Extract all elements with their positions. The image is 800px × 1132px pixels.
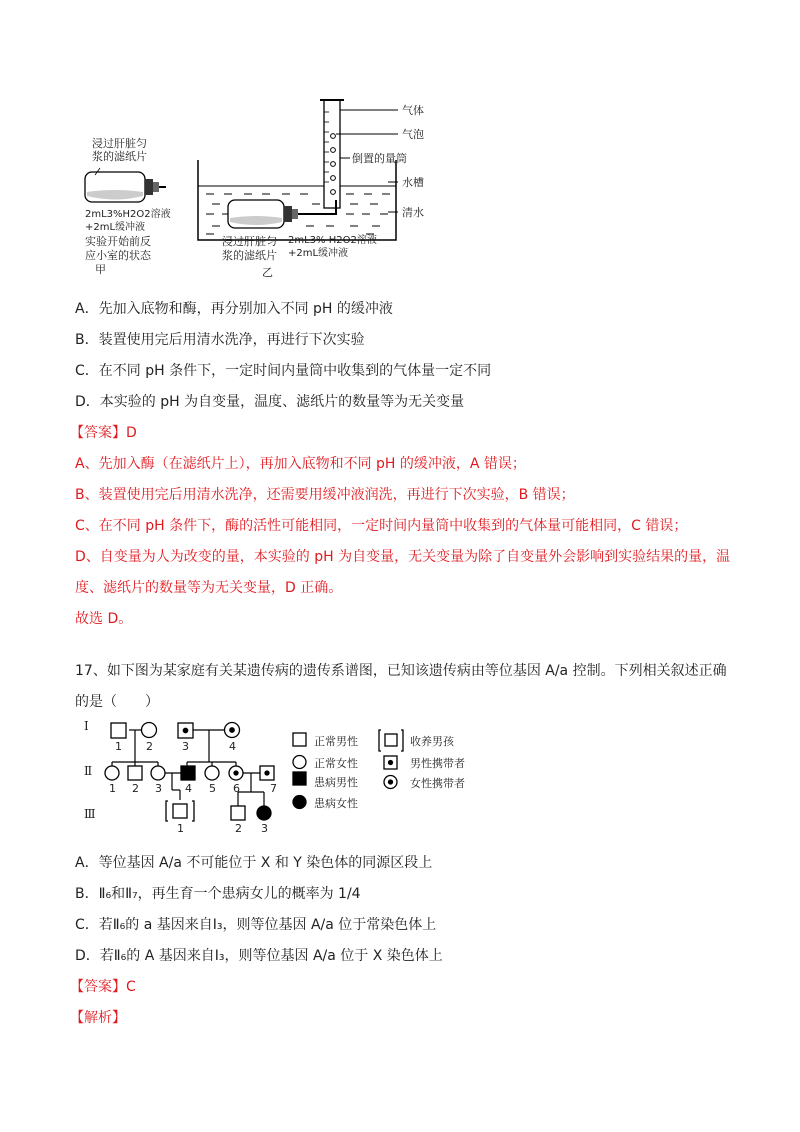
q17-option-c: C．若Ⅱ₆的 a 基因来自Ⅰ₃，则等位基因 A/a 位于常染色体上 (75, 917, 437, 933)
yi-solution-line1: 2mL3% H2O2溶液 (288, 235, 377, 246)
jia-solution-label (85, 208, 171, 234)
q16-explain-d2: 度、滤纸片的数量等为无关变量，D 正确。 (75, 580, 343, 596)
g1-n4: 4 (229, 740, 236, 753)
q16-explain-a: A、先加入酶（在滤纸片上），再加入底物和不同 pH 的缓冲液，A 错误； (75, 456, 526, 472)
g1-n1: 1 (115, 740, 122, 753)
gen-label-1: Ⅰ (84, 719, 89, 733)
legend-normal-female: 正常女性 (314, 757, 358, 770)
legend-affected-male: 患病男性 (314, 776, 358, 789)
q17-option-b: B．Ⅱ₆和Ⅱ₇，再生育一个患病女儿的概率为 1/4 (75, 886, 361, 902)
experiment-figure (0, 0, 800, 290)
jia-paper-label-line1: 浸过肝脏匀 (92, 137, 147, 150)
pedigree-gen3 (166, 801, 271, 821)
yi-label-water: 清水 (402, 206, 424, 219)
gen1-1-normal-male (111, 723, 126, 738)
jia-paper-label (92, 137, 147, 163)
legend-female-carrier: 女性携带者 (410, 777, 465, 790)
q17-analysis: 【解析】 (70, 1010, 126, 1026)
g2-n6: 6 (233, 782, 240, 795)
gen3-2-normal-male (231, 806, 245, 820)
q17-option-d: D．若Ⅱ₆的 A 基因来自Ⅰ₃，则等位基因 A/a 位于 X 染色体上 (75, 948, 443, 964)
g1-n2: 2 (146, 740, 153, 753)
yi-paper-line1: 浸过肝脏匀 (222, 235, 277, 248)
pedigree-chart (0, 710, 800, 835)
gen2-3-normal-female (151, 766, 165, 780)
yi-label-gas: 气体 (402, 104, 424, 117)
gen2-4-affected-male (181, 766, 195, 780)
gen2-2-normal-male (128, 766, 142, 780)
jia-name: 甲 (95, 263, 106, 276)
g2-n5: 5 (209, 782, 216, 795)
g2-n7: 7 (270, 782, 277, 795)
g2-n2: 2 (132, 782, 139, 795)
q16-answer: 【答案】D (70, 425, 137, 441)
yi-paper-line2: 浆的滤纸片 (222, 249, 277, 262)
q16-explain-d1: D、自变量为人为改变的量，本实验的 pH 为自变量，无关变量为除了自变量外会影响到实验结果的量，温 (75, 549, 731, 565)
legend-normal-male: 正常男性 (314, 735, 358, 748)
g2-n1: 1 (109, 782, 116, 795)
gen3-1-adopted-male (173, 804, 187, 818)
g2-n4: 4 (185, 782, 192, 795)
g2-n3: 3 (155, 782, 162, 795)
q17-option-a: A．等位基因 A/a 不可能位于 X 和 Y 染色体的同源区段上 (75, 855, 433, 871)
gen2-1-normal-female (105, 766, 119, 780)
q16-option-b: B．装置使用完后用清水洗净，再进行下次实验 (75, 332, 365, 348)
q16-conclusion: 故选 D。 (75, 611, 133, 627)
pedigree-drawing (0, 710, 800, 835)
gen2-5-normal-female (205, 766, 219, 780)
legend-affected-female: 患病女性 (314, 797, 358, 810)
yi-paper-label (222, 235, 277, 263)
g3-n3: 3 (261, 822, 268, 835)
q17-stem-line2: 的是（ ） (75, 694, 159, 710)
jia-paper-label-line2: 浆的滤纸片 (92, 150, 147, 163)
q16-option-a: A．先加入底物和酶，再分别加入不同 pH 的缓冲液 (75, 301, 393, 317)
jia-state-line2: 应小室的状态 (85, 249, 151, 262)
inverted-cylinder (320, 100, 344, 208)
gen-label-3: Ⅲ (84, 807, 96, 821)
gen1-2-normal-female (142, 723, 157, 738)
gen-label-2: Ⅱ (84, 764, 93, 778)
q16-explain-c: C、在不同 pH 条件下，酶的活性可能相同，一定时间内量筒中收集到的气体量可能相同，C 错误； (75, 518, 688, 534)
jia-state-label (85, 235, 151, 277)
yi-solution-line2: +2mL缓冲液 (288, 248, 349, 259)
water-tank (198, 160, 396, 240)
legend-adopted-boy: 收养男孩 (410, 735, 454, 748)
yi-label-bubble: 气泡 (402, 128, 424, 141)
jia-state-line1: 实验开始前反 (85, 235, 151, 248)
q17-answer: 【答案】C (70, 979, 136, 995)
jia-solution-line1: 2mL3%H2O2溶液 (85, 209, 171, 220)
yi-solution-label (288, 234, 377, 260)
q16-option-d: D．本实验的 pH 为自变量，温度、滤纸片的数量等为无关变量 (75, 394, 465, 410)
gen3-3-affected-female (257, 806, 271, 820)
g3-n2: 2 (235, 822, 242, 835)
g1-n3: 3 (182, 740, 189, 753)
q17-stem-line1: 17、如下图为某家庭有关某遗传病的遗传系谱图，已知该遗传病由等位基因 A/a 控制。下列相关叙述正确 (75, 663, 727, 679)
legend-male-carrier: 男性携带者 (410, 757, 465, 770)
yi-label-cylinder: 倒置的量筒 (352, 152, 407, 165)
q16-explain-b: B、装置使用完后用清水洗净，还需要用缓冲液润洗，再进行下次实验，B 错误； (75, 487, 575, 503)
chamber-jia (85, 168, 166, 202)
yi-name: 乙 (262, 266, 273, 279)
g3-n1: 1 (177, 822, 184, 835)
q16-option-c: C．在不同 pH 条件下，一定时间内量筒中收集到的气体量一定不同 (75, 363, 492, 379)
yi-label-tank: 水槽 (402, 176, 424, 189)
jia-solution-line2: +2mL缓冲液 (85, 222, 146, 233)
